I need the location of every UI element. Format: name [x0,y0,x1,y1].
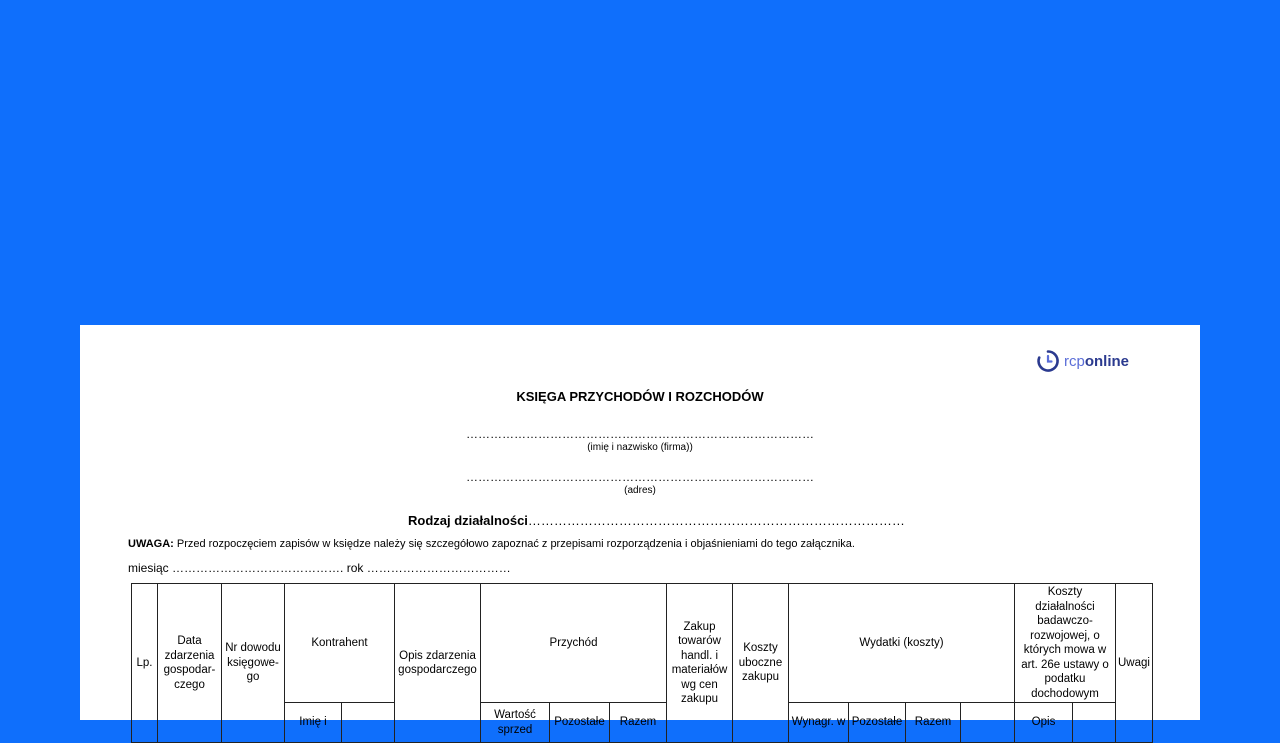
warning-note [128,538,855,550]
header-date: Data zdarzenia gospodar-czego [158,584,222,743]
activity-type-label: Rodzaj działalności [408,513,528,528]
header-goods-purchase: Zakup towarów handl. i materiałów wg cen zakupu [667,584,733,743]
header-expenses-blank [961,703,1015,743]
header-expenses-total: Razem [906,703,961,743]
name-field-caption: (imię i nazwisko (firma)) [587,442,693,453]
header-side-costs: Koszty uboczne zakupu [733,584,789,743]
logo-text-rcp: rcp [1064,352,1085,370]
name-field-line: …………………………………………………………………………… [466,427,814,441]
document-page [80,325,1200,736]
warning-text: Przed rozpoczęciem zapisów w księdze należy się szczegółowo zapoznać z przepisami rozporządzenia i objaśnieniami do tego załącznika. [173,538,855,550]
header-revenue-total: Razem [610,703,667,743]
header-description: Opis zdarzenia gospodarczego [395,584,481,743]
address-field-line: …………………………………………………………………………… [466,470,814,484]
activity-type-line [408,513,905,528]
header-contractor: Kontrahent [285,584,395,703]
header-lp: Lp. [132,584,158,743]
header-revenue: Przychód [481,584,667,703]
year-label: rok [346,561,364,575]
document-title: KSIĘGA PRZYCHODÓW I ROZCHODÓW [516,389,764,404]
logo-text-online: online [1084,352,1130,370]
month-label: miesiąc [128,561,169,575]
header-expenses-wages: Wynagr. w [789,703,849,743]
header-contractor-name: Imię i [285,703,342,743]
header-contractor-address [342,703,395,743]
year-dots: ……………………………… [363,561,511,575]
header-rnd-value [1073,703,1116,743]
warning-label: UWAGA: [128,538,174,550]
month-dots: ……………………………………. [168,561,347,575]
header-revenue-sales: Wartość sprzed [481,703,550,743]
header-expenses: Wydatki (koszty) [789,584,1015,703]
clock-icon [1036,349,1060,373]
header-expenses-other: Pozostałe [849,703,906,743]
header-doc-no: Nr dowodu księgowe-go [222,584,285,743]
header-rnd-description: Opis [1015,703,1073,743]
header-rnd-costs: Koszty działalności badawczo-rozwojowej, o których mowa w art. 26e ustawy o podatku dochodowym [1015,584,1116,703]
ledger-table [131,583,1153,743]
address-field-caption: (adres) [624,485,656,496]
activity-type-dots: …………………………………………………………………………… [527,513,905,528]
company-logo [1036,349,1129,373]
header-revenue-other: Pozostałe [550,703,610,743]
header-remarks: Uwagi [1116,584,1153,743]
period-line [128,561,511,575]
